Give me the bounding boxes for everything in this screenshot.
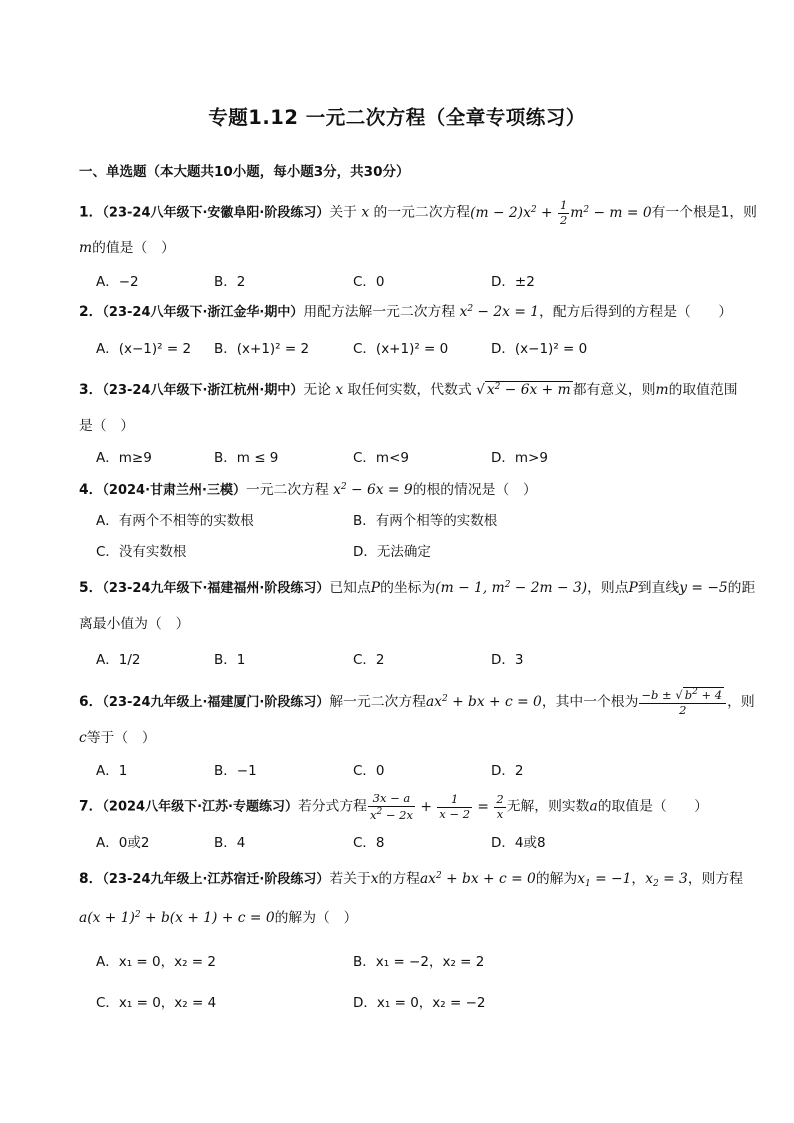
option-b[interactable]: B．4 (214, 835, 246, 851)
question-5: 5．（23-24九年级下·福建福州·阶段练习）已知点P的坐标为(m − 1, $m^2 - 2m - 3$)，则点P到直线y = −5的距 (79, 580, 756, 596)
question-8: 8．（23-24九年级上·江苏宿迁·阶段练习）若关于x的方程$ax^2$ + bx + c = 0的解为$x_1 = -1$，$x_2 = 3$，则方程 (79, 871, 744, 889)
option-a[interactable]: A．有两个不相等的实数根 (96, 513, 254, 529)
option-c[interactable]: C．0 (353, 763, 385, 779)
option-d[interactable]: D．2 (491, 763, 524, 779)
option-b[interactable]: B．1 (214, 652, 246, 668)
question-5-line2: 离最小值为（ ） (79, 616, 190, 632)
section-heading: 一、单选题（本大题共10小题，每小题3分，共30分） (79, 164, 410, 180)
option-b[interactable]: B．2 (214, 274, 246, 290)
question-3: 3．（23-24八年级下·浙江杭州·期中）无论 x 取任何实数，代数式 √ $x^2 - 6x + m$ 都有意义，则m的取值范围 (79, 382, 738, 398)
option-a[interactable]: A．−2 (96, 274, 139, 290)
option-c[interactable]: C．m<9 (353, 450, 409, 466)
option-c[interactable]: C．8 (353, 835, 385, 851)
page-title: 专题1.12 一元二次方程（全章专项练习） (208, 106, 586, 129)
option-a[interactable]: A．m≥9 (96, 450, 152, 466)
question-number: 1． (79, 204, 103, 221)
option-d[interactable]: D．±2 (491, 274, 535, 290)
question-1-line2: m的值是（ ） (79, 240, 175, 256)
question-8-line2: $a(x + 1)^2 + b(x + 1) + c = 0$的解为（ ） (79, 910, 358, 926)
question-3-line2: 是（ ） (79, 418, 135, 434)
question-7: 7．（2024八年级下·江苏·专题练习）若分式方程 $\frac{3x - a}{x^2 - 2x}$ + $\frac{1}{x - 2}$ = $\frac{2}{x}$ 无解，则实数a的取值是（ ） (79, 791, 709, 822)
option-b[interactable]: B．m ≤ 9 (214, 450, 279, 466)
option-a[interactable]: A．x₁ = 0，x₂ = 2 (96, 954, 217, 970)
option-b[interactable]: B．(x+1)² = 2 (214, 341, 310, 357)
option-c[interactable]: C．0 (353, 274, 385, 290)
option-a[interactable]: A．0或2 (96, 835, 150, 851)
option-b[interactable]: B．x₁ = −2，x₂ = 2 (353, 954, 485, 970)
option-d[interactable]: D．(x−1)² = 0 (491, 341, 588, 357)
option-a[interactable]: A．1/2 (96, 652, 141, 668)
option-d[interactable]: D．无法确定 (353, 544, 431, 560)
option-c[interactable]: C．没有实数根 (96, 544, 187, 560)
option-a[interactable]: A．(x−1)² = 2 (96, 341, 192, 357)
option-d[interactable]: D．3 (491, 652, 524, 668)
option-d[interactable]: D．x₁ = 0，x₂ = −2 (353, 995, 486, 1011)
option-b[interactable]: B．有两个相等的实数根 (353, 513, 498, 529)
option-d[interactable]: D．m>9 (491, 450, 548, 466)
question-1: 1．（23-24八年级下·安徽阜阳·阶段练习）关于 x 的一元二次方程$(m - 2)x^2$ + $\frac{1}{2}$ $m^2 - m = 0$有一个根是1，则 (79, 198, 757, 227)
option-d[interactable]: D．4或8 (491, 835, 546, 851)
option-c[interactable]: C．(x+1)² = 0 (353, 341, 449, 357)
question-4: 4．（2024·甘肃兰州·三模）一元二次方程 $x^2 - 6x = 9$的根的情况是（ ） (79, 482, 537, 498)
option-a[interactable]: A．1 (96, 763, 128, 779)
option-b[interactable]: B．−1 (214, 763, 257, 779)
question-source: （23-24八年级下·安徽阜阳·阶段练习） (102, 205, 330, 221)
option-c[interactable]: C．2 (353, 652, 385, 668)
question-2: 2．（23-24八年级下·浙江金华·期中）用配方法解一元二次方程 $x^2 - 2x = 1$，配方后得到的方程是（ ） (79, 304, 733, 320)
question-6: 6．（23-24九年级上·福建厦门·阶段练习）解一元二次方程$ax^2$ + bx + c = 0，其中一个根为 $\frac{-b \pm √ b^2 + 4}{2}$ ，则 (79, 687, 755, 717)
question-6-line2: c等于（ ） (79, 730, 156, 746)
option-c[interactable]: C．x₁ = 0，x₂ = 4 (96, 995, 217, 1011)
